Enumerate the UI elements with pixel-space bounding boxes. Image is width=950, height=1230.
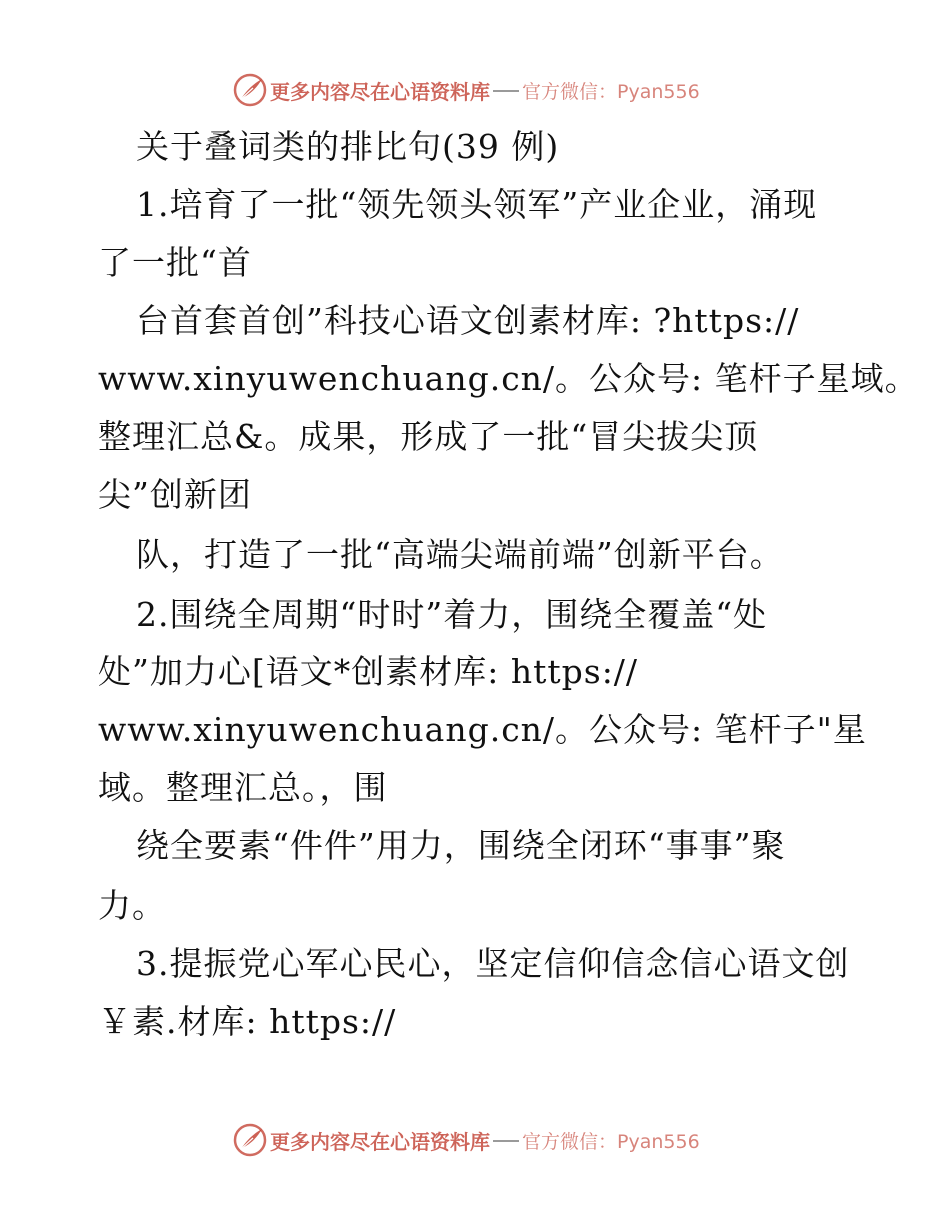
- banner-main-text: 更多内容尽在心语资料库: [270, 79, 490, 104]
- paragraph-line: 了一批“首: [98, 243, 252, 282]
- paragraph-line: 台首套首创”科技心语文创素材库: ?https://: [136, 301, 800, 340]
- paragraph-line: 域。整理汇总。，围: [98, 768, 388, 807]
- banner-dash-divider: [493, 90, 519, 92]
- banner-account-text: 官方微信：Pyan556: [522, 1130, 700, 1153]
- feather-logo-icon: [232, 72, 268, 108]
- banner-main-text: 更多内容尽在心语资料库: [270, 1129, 490, 1154]
- paragraph-line: 尖”创新团: [98, 475, 252, 514]
- banner-dash-divider: [493, 1140, 519, 1142]
- header-banner: [232, 72, 700, 108]
- feather-logo-icon: [232, 1122, 268, 1158]
- paragraph-line: 处”加力心[语文*创素材库: https://: [98, 652, 639, 691]
- paragraph-line: 3.提振党心军心民心，坚定信仰信念信心语文创: [136, 944, 850, 983]
- paragraph-line: 整理汇总&。成果，形成了一批“冒尖拔尖顶: [98, 417, 759, 456]
- paragraph-line: ￥素.材库: https://: [98, 1002, 397, 1041]
- footer-banner: [232, 1122, 700, 1158]
- doc-title: 关于叠词类的排比句(39 例): [136, 127, 560, 166]
- paragraph-line: 2.围绕全周期“时时”着力，围绕全覆盖“处: [136, 595, 768, 634]
- paragraph-line: www.xinyuwenchuang.cn/。公众号: 笔杆子"星: [98, 710, 867, 749]
- banner-account-text: 官方微信：Pyan556: [522, 80, 700, 103]
- paragraph-line: 队，打造了一批“高端尖端前端”创新平台。: [136, 535, 784, 574]
- paragraph-line: 1.培育了一批“领先领头领军”产业企业，涌现: [136, 185, 818, 224]
- paragraph-line: 力。: [98, 886, 166, 925]
- paragraph-line: www.xinyuwenchuang.cn/。公众号: 笔杆子星域。: [98, 359, 919, 398]
- paragraph-line: 绕全要素“件件”用力，围绕全闭环“事事”聚: [136, 826, 786, 865]
